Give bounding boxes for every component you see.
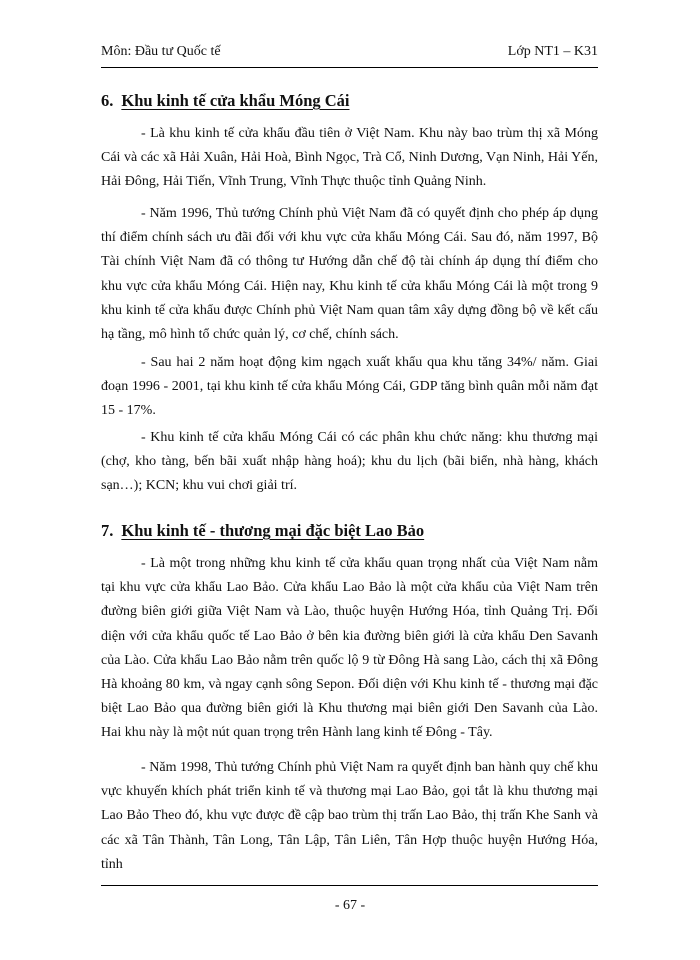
section-7-title: Khu kinh tế - thương mại đặc biệt Lao Bảo (121, 521, 425, 540)
header-divider (101, 67, 598, 68)
section-7-paragraph-2: - Năm 1998, Thủ tướng Chính phủ Việt Nam ra quyết định ban hành quy chế khu vực khuyến khích phát triển kinh tế và thương mại Lao Bảo, gọi tắt là khu thương mại Lao Bảo Theo đó, khu vực được đề cập bao trùm thị trấn Lao Bảo, thị trấn Khe Sanh và các xã Tân Thành, Tân Long, Tân Lập, Tân Liên, Tân Hợp thuộc huyện Hướng Hóa, tỉnh (101, 760, 598, 872)
header-class: Lớp NT1 – K31 (507, 44, 598, 59)
section-6-paragraph-2: - Năm 1996, Thủ tướng Chính phủ Việt Nam đã có quyết định cho phép áp dụng thí điểm chính sách ưu đãi đối với khu vực cửa khẩu Móng Cái. Sau đó, năm 1997, Bộ Tài chính Việt Nam đã có thông tư Hướng dẫn chế độ tài chính áp dụng thí điểm cho khu vực cửa khẩu Móng Cái. Hiện nay, Khu kinh tế cửa khẩu Móng Cái là một trong 9 khu kinh tế cửa khẩu được Chính phủ Việt Nam quan tâm xây dựng đồng bộ về kết cấu hạ tầng, mô hình tổ chức quản lý, cơ chế, chính sách. (101, 206, 598, 343)
section-6-number: 6. (101, 91, 114, 110)
section-6-paragraph-4: - Khu kinh tế cửa khẩu Móng Cái có các phân khu chức năng: khu thương mại (chợ, kho tàng, bến bãi xuất nhập hàng hoá); khu du lịch (bãi biển, nhà hàng, khách sạn…); KCN; khu vui chơi giải trí. (101, 430, 598, 494)
footer-divider (101, 885, 598, 886)
page-number: - 67 - (334, 898, 366, 913)
section-6-paragraph-3: - Sau hai 2 năm hoạt động kim ngạch xuất khẩu qua khu tăng 34%/ năm. Giai đoạn 1996 - 2001, tại khu kinh tế cửa khẩu Móng Cái, GDP tăng bình quân mỗi năm đạt 15 - 17%. (101, 355, 598, 419)
header-subject: Môn: Đầu tư Quốc tế (101, 44, 221, 59)
section-6-heading (101, 90, 350, 112)
section-7-heading (101, 520, 424, 542)
section-6-title: Khu kinh tế cửa khẩu Móng Cái (121, 91, 350, 110)
section-7-number: 7. (101, 521, 114, 540)
section-6-paragraph-1: - Là khu kinh tế cửa khẩu đầu tiên ở Việt Nam. Khu này bao trùm thị xã Móng Cái và các xã Hải Xuân, Hải Hoà, Bình Ngọc, Trà Cổ, Ninh Dương, Vạn Ninh, Hải Yến, Hải Đông, Hải Tiến, Vĩnh Trung, Vĩnh Thực thuộc tỉnh Quảng Ninh. (101, 126, 598, 190)
section-7-paragraph-1: - Là một trong những khu kinh tế cửa khẩu quan trọng nhất của Việt Nam nằm tại khu vực cửa khẩu Lao Bảo. Cửa khẩu Lao Bảo là một cửa khẩu của Việt Nam trên đường biên giới giữa Việt Nam và Lào, thuộc huyện Hướng Hóa, tỉnh Quảng Trị. Đối diện với cửa khẩu quốc tế Lao Bảo ở bên kia đường biên giới là cửa khẩu Den Savanh của Lào. Cửa khẩu Lao Bảo nằm trên quốc lộ 9 từ Đông Hà sang Lào, cách thị xã Đông Hà khoảng 80 km, và ngay cạnh sông Sepon. Đối diện với Khu kinh tế - thương mại đặc biệt Lao Bảo qua đường biên giới là Khu thương mại biên giới Den Savanh của Lào. Hai khu này là một nút quan trọng trên Hành lang kinh tế Đông - Tây. (101, 556, 598, 741)
page-header (101, 42, 598, 62)
